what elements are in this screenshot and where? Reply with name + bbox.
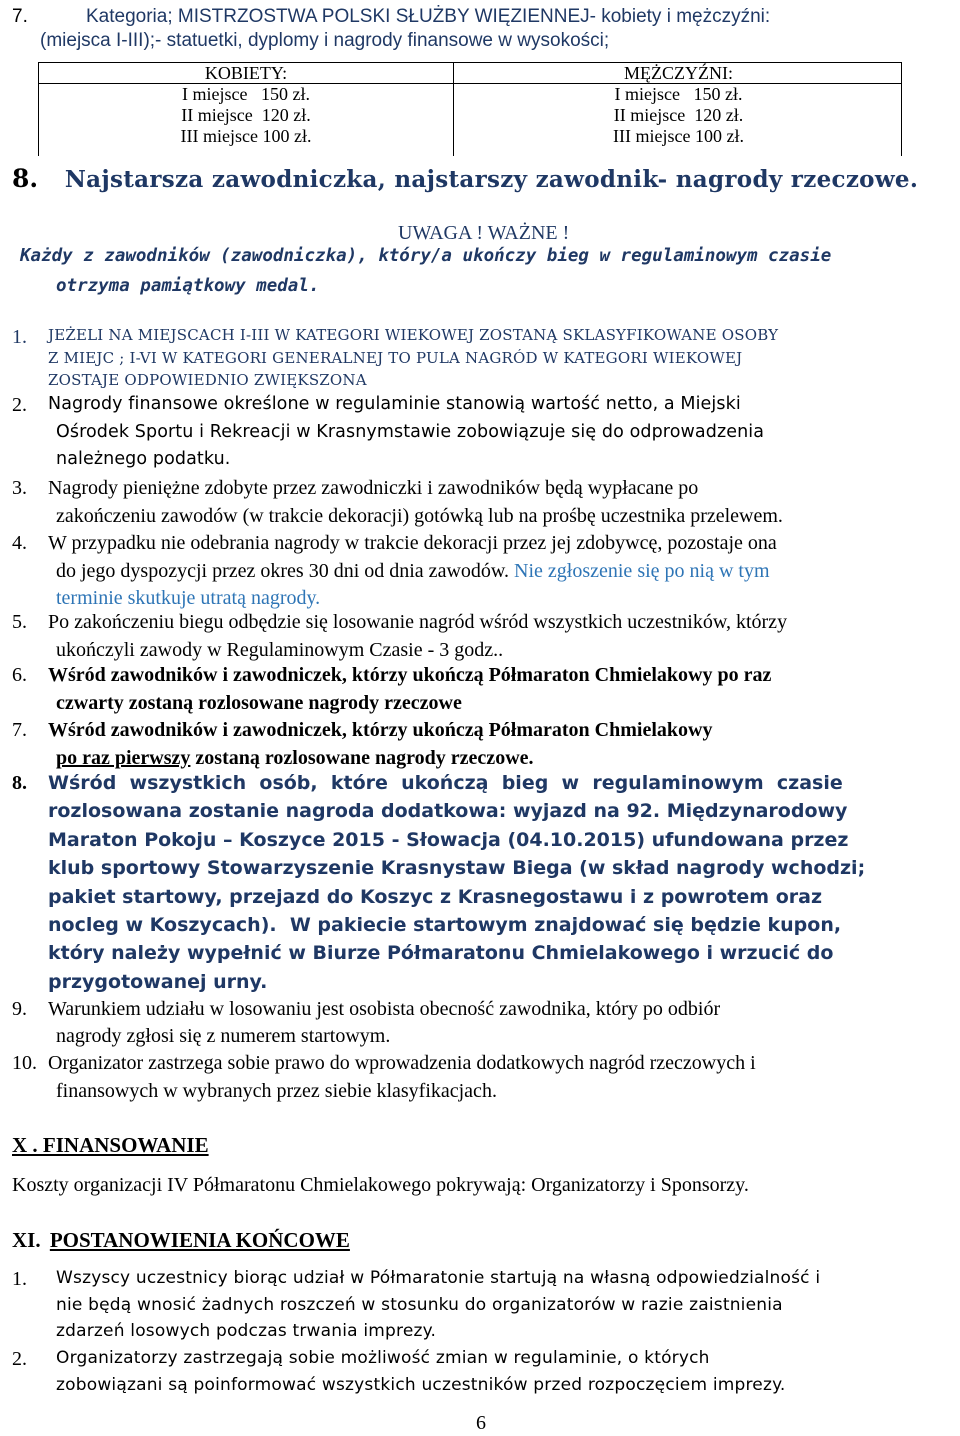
rule-line: Wśród zawodników i zawodniczek, którzy ukończą Półmaraton Chmielakowy — [48, 719, 713, 741]
rule-number: 6. — [12, 664, 27, 686]
page-number: 6 — [476, 1412, 486, 1434]
rule-line: przygotowanej urny. — [48, 970, 268, 993]
warning-label: UWAGA ! WAŻNE ! — [398, 222, 570, 244]
section11-heading — [12, 1228, 350, 1253]
rule-number: 2. — [12, 394, 27, 416]
rule-line-underline: po raz pierwszy zostaną rozlosowane nagrody rzeczowe. — [56, 746, 534, 769]
final-item-line: nie będą wnosić żadnych roszczeń w stosunku do organizatorów w razie zaistnienia — [56, 1294, 783, 1315]
section10-title: X . FINANSOWANIE — [12, 1133, 209, 1157]
rule-line: Nagrody finansowe określone w regulaminie stanowią wartość netto, a Miejski — [48, 394, 741, 414]
final-item-number: 1. — [12, 1268, 27, 1290]
item8-heading — [12, 164, 918, 193]
rule-line: Po zakończeniu biegu odbędzie się losowanie nagród wśród wszystkich uczestników, którzy — [48, 611, 788, 633]
final-item-line: Wszyscy uczestnicy biorąc udział w Półmaratonie startują na własną odpowiedzialność i — [56, 1268, 821, 1288]
warning-line2: otrzyma pamiątkowy medal. — [56, 276, 320, 296]
women-row-3: III miejsce 100 zł. — [180, 126, 312, 146]
men-row-2: II miejsce 120 zł. — [613, 105, 744, 125]
women-column — [39, 63, 453, 147]
rule-line: finansowych w wybranych przez siebie klasyfikacjach. — [56, 1079, 497, 1102]
rule-number: 1. — [12, 326, 27, 348]
rule-line: pakiet startowy, przejazd do Koszyc z Krasnegostawu i z powrotem oraz — [48, 885, 823, 908]
men-column — [454, 63, 903, 147]
final-item-line: zdarzeń losowych podczas trwania imprezy. — [56, 1321, 437, 1341]
warning-line1: Każdy z zawodników (zawodniczka), który/a ukończy bieg w regulaminowym czasie — [20, 246, 832, 266]
rule-line: rozlosowana zostanie nagroda dodatkowa: wyjazd na 92. Międzynarodowy — [48, 800, 848, 823]
rule-line: do jego dyspozycji przez okres 30 dni od dnia zawodów. Nie zgłoszenie się po nią w tym — [56, 559, 770, 582]
rule-line: Wśród wszystkich osób, które ukończą bieg w regulaminowym czasie — [48, 772, 843, 794]
women-row-2: II miejsce 120 zł. — [181, 105, 311, 125]
rule-note-blue: Nie zgłoszenie się po nią w tym — [509, 559, 770, 582]
rule-line: Organizator zastrzega sobie prawo do wprowadzenia dodatkowych nagród rzeczowych i — [48, 1052, 756, 1074]
rule-line: Wśród zawodników i zawodniczek, którzy ukończą Półmaraton Chmielakowy po raz — [48, 664, 772, 686]
rule-line: który należy wypełnić w Biurze Półmaratonu Chmielakowego i wrzucić do — [48, 942, 834, 965]
rule-line: Z MIEJC ; I-VI W KATEGORI GENERALNEJ TO PULA NAGRÓD W KATEGORI WIEKOWEJ — [48, 348, 743, 367]
rule-line: zakończeniu zawodów (w trakcie dekoracji) gotówką lub na prośbę uczestnika przelewem. — [56, 504, 783, 527]
section11-title: POSTANOWIENIA KOŃCOWE — [49, 1228, 350, 1252]
rule-line: nocleg w Koszycach). W pakiecie startowym znajdować się będzie kupon, — [48, 914, 842, 936]
rule-line: Ośrodek Sportu i Rekreacji w Krasnymstawie zobowiązuje się do odprowadzenia — [56, 421, 765, 442]
rule-line: Warunkiem udziału w losowaniu jest osobista obecność zawodnika, który po odbiór — [48, 998, 721, 1020]
item8-title: Najstarsza zawodniczka, najstarszy zawodnik- nagrody rzeczowe. — [64, 166, 919, 193]
final-item-line: Organizatorzy zastrzegają sobie możliwość zmian w regulaminie, o których — [56, 1348, 710, 1368]
rule-line: klub sportowy Stowarzyszenie Krasnystaw Biega (w skład nagrody wchodzi; — [48, 857, 866, 880]
rule-number: 4. — [12, 532, 27, 554]
rule-line: W przypadku nie odebrania nagrody w trakcie dekoracji przez jej zdobywcę, pozostaje ona — [48, 532, 777, 554]
rule-number: 10. — [12, 1052, 37, 1074]
rule-line: JEŻELI NA MIEJSCACH I-III W KATEGORI WIEKOWEJ ZOSTANĄ SKLASYFIKOWANE OSOBY — [48, 326, 779, 344]
rule-note-blue-2: terminie skutkuje utratą nagrody. — [56, 587, 321, 609]
prize-table — [38, 62, 902, 156]
rule-number: 3. — [12, 477, 27, 499]
final-item-number: 2. — [12, 1348, 27, 1370]
men-header: MĘŻCZYŹNI: — [624, 63, 733, 83]
rule-line: czwarty zostaną rozlosowane nagrody rzeczowe — [56, 691, 462, 714]
item8-number: 8. — [12, 164, 39, 193]
women-row-1: I miejsce 150 zł. — [182, 84, 310, 104]
rule-number: 8. — [12, 772, 27, 794]
rule-line: Maraton Pokoju – Koszyce 2015 - Słowacja (04.10.2015) ufundowana przez — [48, 828, 849, 851]
item7-number: 7. — [12, 6, 28, 27]
men-row-1: I miejsce 150 zł. — [614, 84, 743, 104]
rule-number: 9. — [12, 998, 27, 1020]
final-item-line: zobowiązani są poinformować wszystkich uczestników przed rozpoczęciem imprezy. — [56, 1374, 786, 1395]
women-header: KOBIETY: — [204, 63, 288, 83]
men-row-3: III miejsce 100 zł. — [613, 126, 744, 146]
item7-subtitle: (miejsca I-III);- statuetki, dyplomy i nagrody finansowe w wysokości; — [40, 30, 610, 51]
rule-line: należnego podatku. — [56, 449, 231, 469]
rule-line: Nagrody pieniężne zdobyte przez zawodniczki i zawodników będą wypłacane po — [48, 477, 699, 499]
item7-title: Kategoria; MISTRZOSTWA POLSKI SŁUŻBY WIĘZIENNEJ- kobiety i mężczyźni: — [86, 6, 771, 27]
rule-number: 7. — [12, 719, 27, 741]
rule-line: ZOSTAJE ODPOWIEDNIO ZWIĘKSZONA — [48, 371, 367, 389]
rule-number: 5. — [12, 611, 27, 633]
rule-line: ukończyli zawody w Regulaminowym Czasie - 3 godz.. — [56, 638, 504, 661]
section11-number: XI. — [12, 1228, 41, 1252]
rule-line: nagrody zgłosi się z numerem startowym. — [56, 1024, 391, 1047]
section10-text: Koszty organizacji IV Półmaratonu Chmielakowego pokrywają: Organizatorzy i Sponsorzy. — [12, 1174, 749, 1196]
